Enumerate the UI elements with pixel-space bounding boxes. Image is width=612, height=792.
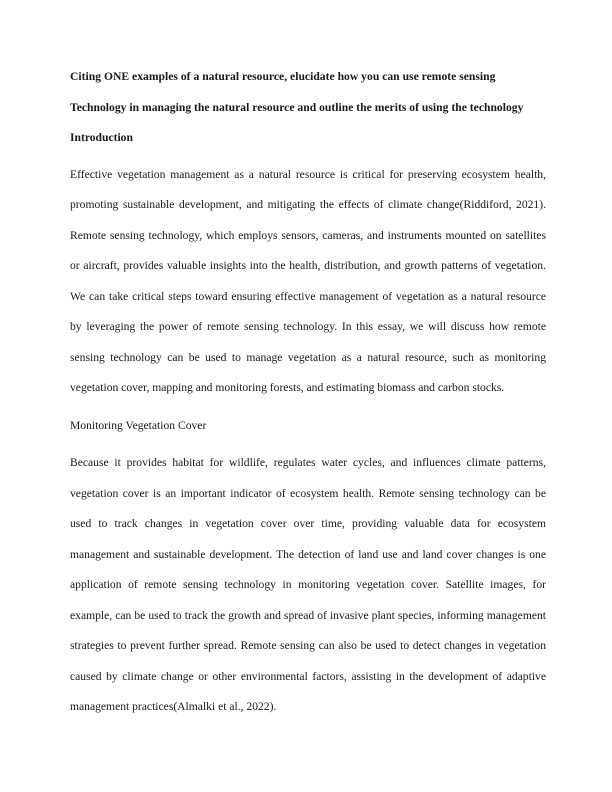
page-title-line-1: Citing ONE examples of a natural resource, elucidate how you can use remote sensing: [70, 70, 496, 83]
section-heading-introduction: Introduction: [70, 131, 133, 144]
spacer: [70, 441, 546, 448]
paragraph-introduction-body: Effective vegetation management as a natural resource is critical for preserving ecosystem health, promoting sustainable development, and mitigating the effects of climate change(Riddiford, 2021). Remote sensing technology, which employs sensors, cameras, and instruments mounted on satellites or aircraft, provides valuable insights into the health, distribution, and growth patterns of vegetation. We can take critical steps toward ensuring effective management of vegetation as a natural resource by leveraging the power of remote sensing technology. In this essay, we will discuss how remote sensing technology can be used to manage vegetation as a natural resource, such as monitoring vegetation cover, mapping and monitoring forests, and estimating biomass and carbon stocks.: [70, 167, 546, 394]
spacer: [70, 404, 546, 411]
page-title: [70, 62, 546, 123]
paragraph-monitoring-body: Because it provides habitat for wildlife, regulates water cycles, and influences climate patterns, vegetation cover is an important indicator of ecosystem health. Remote sensing technology can be used to track changes in vegetation cover over time, providing valuable data for ecosystem management and sustainable development. The detection of land use and land cover changes is one application of remote sensing technology in monitoring vegetation cover. Satellite images, for example, can be used to track the growth and spread of invasive plant species, informing management strategies to prevent further spread. Remote sensing can also be used to detect changes in vegetation caused by climate change or other environmental factors, assisting in the development of adaptive management practices(Almalki et al., 2022).: [70, 456, 546, 713]
document-content: [70, 62, 546, 723]
page-title-line-2: Technology in managing the natural resource and outline the merits of using the technology: [70, 100, 524, 114]
section-heading-monitoring-vegetation-cover: Monitoring Vegetation Cover: [70, 418, 207, 432]
